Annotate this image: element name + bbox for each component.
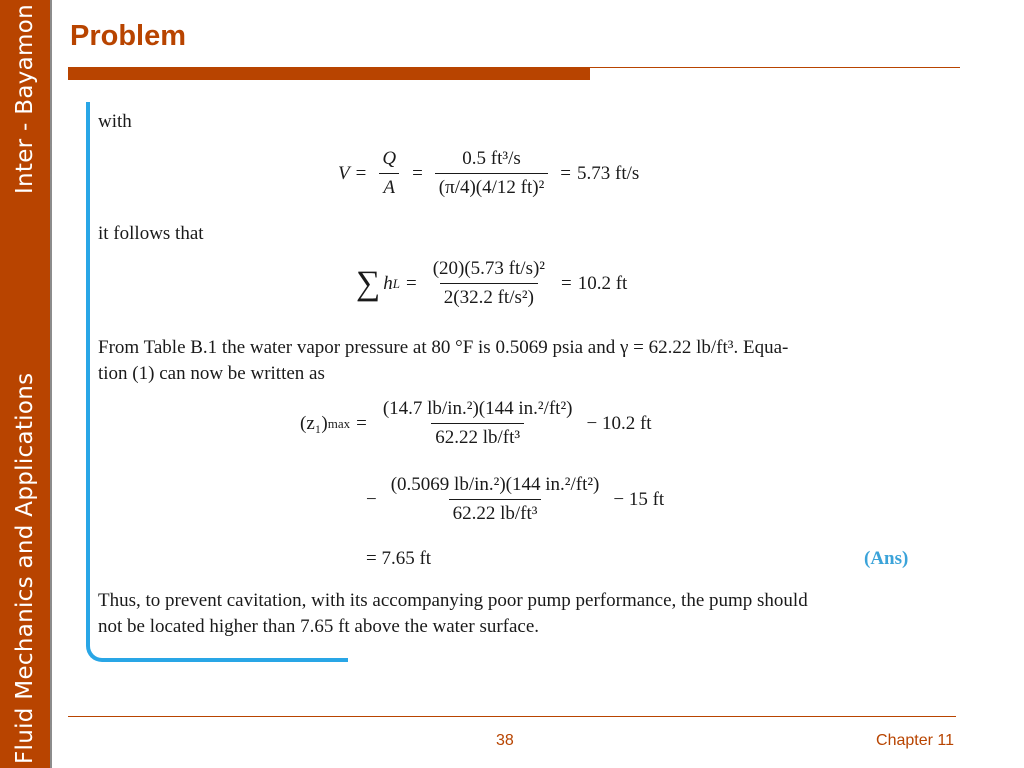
line-with: with [98, 111, 132, 132]
eq-zmax-row1-den: 62.22 lb/ft³ [431, 423, 524, 449]
paragraph-table-line2: tion (1) can now be written as [98, 363, 325, 384]
chapter-label: Chapter 11 [876, 732, 954, 749]
eq-zmax-row2-num: (0.5069 lb/in.²)(144 in.²/ft²) [390, 474, 600, 495]
conclusion-line1: Thus, to prevent cavitation, with its accompanying poor pump performance, the pump should [98, 590, 808, 611]
sidebar [0, 0, 52, 768]
eq-velocity-frac1-num: Q [382, 148, 397, 169]
page-number: 38 [496, 732, 514, 749]
sidebar-text [12, 4, 38, 764]
title-bar [68, 67, 590, 80]
eq-headloss-lhs: h [383, 272, 393, 294]
eq-headloss-num: (20)(5.73 ft/s)² [432, 258, 545, 279]
eq-velocity-frac2-num: 0.5 ft³/s [462, 148, 521, 169]
eq-velocity-frac2 [435, 148, 549, 199]
answer-label: (Ans) [864, 548, 909, 569]
eq-zmax-row2-frac [387, 474, 604, 525]
eq-velocity-result: 5.73 ft/s [577, 162, 640, 184]
slide-title: Problem [70, 20, 187, 52]
equation-zmax-row1: (z₁) max = $\frac{\text{(14.7 lb/in.²)(144 in.²/ft²)}}{\text{62.22 lb/ft³}}$ − 10.2 ft [300, 398, 652, 448]
sidebar-course: Fluid Mechanics and Applications [12, 372, 38, 764]
eq-velocity-frac2-den: (π/4)(4/12 ft)² [435, 173, 549, 199]
eq-zmax-row1-frac [379, 398, 577, 449]
title-line [590, 67, 960, 68]
eq-headloss-result: 10.2 ft [577, 272, 628, 294]
equation-headloss: ∑ h L = $\frac{\text{(20)(5.73 ft/s)²}}{\text{2(32.2 ft/s²)}}$ = 10.2 ft [356, 258, 628, 308]
equation-zmax-row3: = 7.65 ft [366, 548, 432, 569]
sidebar-institution: Inter - Bayamon [12, 4, 38, 195]
equation-velocity: V = $\frac{Q}{A}$ = $\frac{\text{0.5 ft³/s}}{\text{(π/4)(4/12 ft)²}}$ = 5.73 ft/s [338, 148, 640, 198]
eq-zmax-row1-num: (14.7 lb/in.²)(144 in.²/ft²) [382, 398, 573, 419]
eq-velocity-frac1 [378, 148, 400, 199]
eq-zmax-row1-tail: − 10.2 ft [586, 412, 652, 434]
eq-velocity-frac1-den: A [379, 173, 399, 199]
eq-zmax-lhs: (z₁) [300, 412, 328, 434]
sigma-symbol: ∑ [356, 264, 381, 302]
eq-headloss-den: 2(32.2 ft/s²) [440, 283, 538, 309]
equation-zmax-row2: − $\frac{\text{(0.5069 lb/in.²)(144 in.²/ft²)}}{\text{62.22 lb/ft³}}$ − 15 ft [366, 474, 665, 524]
eq-velocity-lhs: V [338, 162, 350, 184]
line-follows: it follows that [98, 223, 204, 244]
conclusion-line2: not be located higher than 7.65 ft above the water surface. [98, 616, 540, 637]
eq-zmax-row2-tail: − 15 ft [613, 488, 665, 510]
eq-zmax-row2-den: 62.22 lb/ft³ [449, 499, 542, 525]
footer-line [68, 716, 956, 717]
paragraph-table-line1: From Table B.1 the water vapor pressure at 80 °F is 0.5069 psia and γ = 62.22 lb/ft³. Equa- [98, 337, 789, 358]
eq-headloss-frac [429, 258, 549, 309]
